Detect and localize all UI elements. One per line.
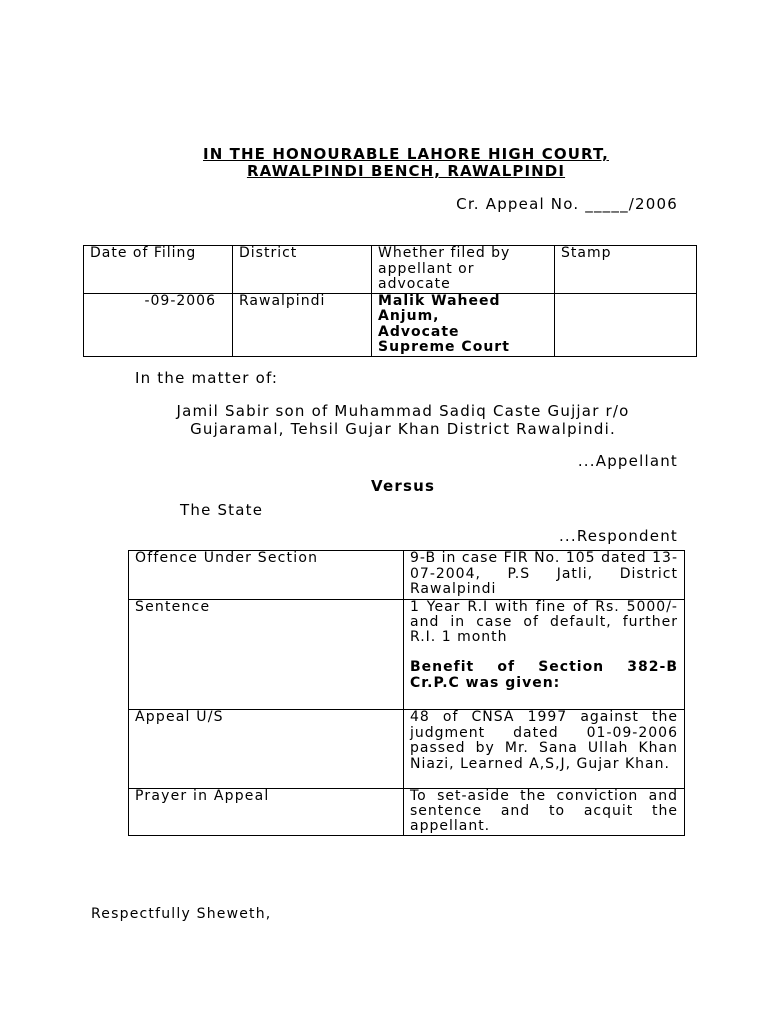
filing-table-row (84, 293, 697, 356)
filed-by-line: Supreme Court (378, 339, 510, 355)
case-number: Cr. Appeal No. _____/2006 (456, 195, 678, 213)
filing-stamp (555, 293, 697, 356)
respondent-label: ...Respondent (558, 527, 678, 545)
appeal-value: 48 of CNSA 1997 against the judgment dated 01-09-2006 passed by Mr. Sana Ullah Khan Niazi, Learned A,S,J, Gujar Khan. (404, 710, 685, 789)
prayer-label: Prayer in Appeal (129, 789, 404, 836)
appellant-details (0, 402, 768, 438)
header-stamp: Stamp (555, 246, 697, 294)
appeal-label: Appeal U/S (129, 710, 404, 789)
filed-by-line: Anjum, (378, 308, 440, 324)
appellant-line: Jamil Sabir son of Muhammad Sadiq Caste Gujjar r/o (176, 402, 630, 420)
court-heading-line2: RAWALPINDI BENCH, RAWALPINDI (246, 162, 566, 180)
filing-table-header-row (84, 246, 697, 294)
details-row-appeal (129, 710, 685, 789)
filing-table (83, 245, 697, 357)
details-row-prayer (129, 789, 685, 836)
salutation: Respectfully Sheweth, (91, 906, 272, 922)
filing-date: -09-2006 (84, 293, 233, 356)
filing-district: Rawalpindi (233, 293, 372, 356)
court-heading-line1: IN THE HONOURABLE LAHORE HIGH COURT, (203, 145, 609, 163)
details-row-offence (129, 551, 685, 600)
sentence-value: 1 Year R.I with fine of Rs. 5000/- and in case of default, further R.I. 1 month (410, 599, 678, 645)
header-filed-by: Whether filed by appellant or advocate (372, 246, 555, 294)
offence-label: Offence Under Section (129, 551, 404, 600)
appellant-line: Gujaramal, Tehsil Gujar Khan District Rawalpindi. (190, 420, 616, 438)
sentence-label: Sentence (129, 600, 404, 710)
versus-label: Versus (371, 477, 436, 495)
header-date-of-filing: Date of Filing (84, 246, 233, 294)
appellant-label: ...Appellant (577, 452, 678, 470)
sentence-cell (404, 600, 685, 710)
header-district: District (233, 246, 372, 294)
filed-by-advocate (372, 293, 555, 356)
offence-value: 9-B in case FIR No. 105 dated 13-07-2004, P.S Jatli, District Rawalpindi (404, 551, 685, 600)
sentence-note: Benefit of Section 382-B Cr.P.C was given: (410, 659, 678, 691)
case-details-table (128, 550, 685, 836)
prayer-value: To set-aside the conviction and sentence and to acquit the appellant. (404, 789, 685, 836)
filed-by-line: Advocate (378, 323, 460, 340)
respondent-name: The State (180, 501, 264, 519)
filed-by-line: Malik Waheed (378, 292, 501, 309)
matter-intro: In the matter of: (135, 369, 279, 387)
details-row-sentence (129, 600, 685, 710)
